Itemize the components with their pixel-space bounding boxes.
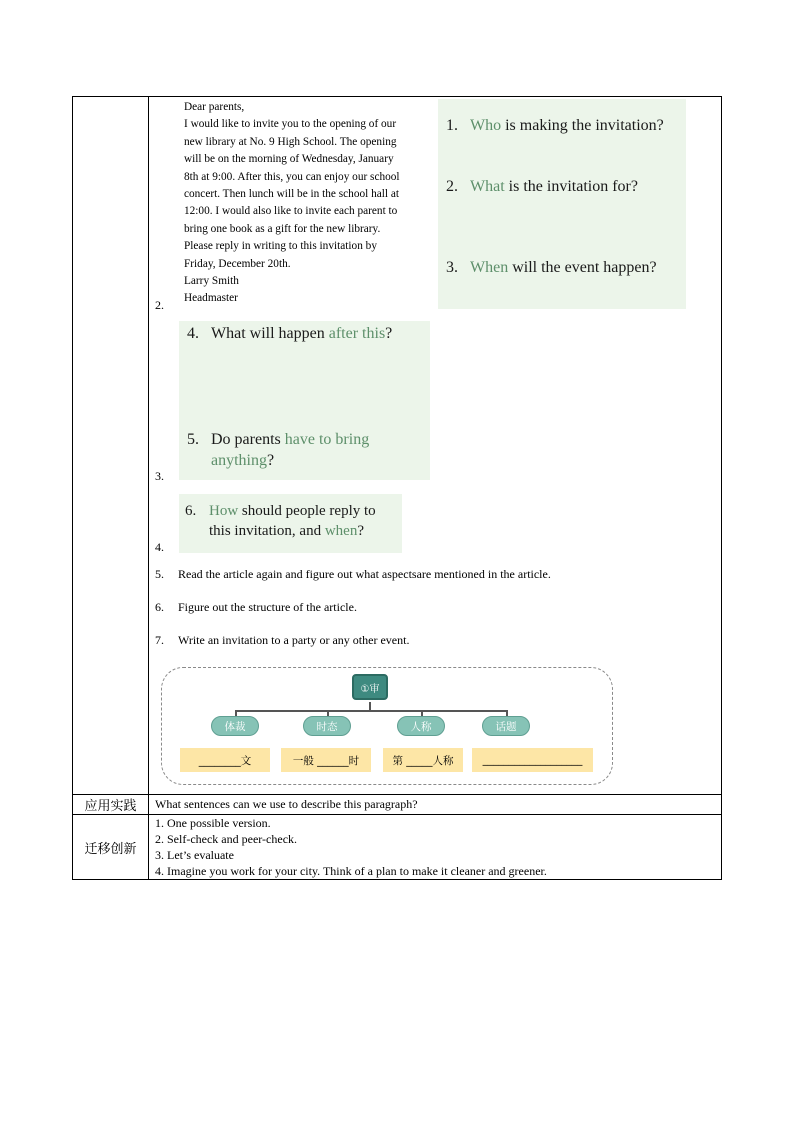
step-number: 7. (155, 633, 164, 647)
diagram-blank-genre: ________文 (180, 748, 270, 772)
list-item: 3. Let’s evaluate (155, 848, 234, 862)
step-6 (155, 600, 357, 615)
question-6 (185, 501, 376, 541)
row-label-empty (73, 97, 149, 794)
question-text: ? (357, 523, 364, 539)
diagram-pill-genre: 体裁 (211, 716, 259, 736)
letter-line: new library at No. 9 High School. The opening (184, 135, 397, 148)
list-item: 2. Self-check and peer-check. (155, 832, 298, 846)
invitation-letter (184, 99, 400, 308)
question-keyword: When (470, 259, 509, 276)
question-keyword: How (209, 503, 239, 519)
connector-line (369, 702, 371, 710)
marker-2: 2. (155, 298, 164, 312)
step-text: Write an invitation to a party or any other event. (178, 633, 410, 647)
question-text: ? (267, 452, 275, 469)
letter-line: will be on the morning of Wednesday, January (184, 153, 394, 166)
diagram-pill-person: 人称 (397, 716, 445, 736)
list-item: 1. One possible version. (155, 816, 271, 830)
step-text: Figure out the structure of the article. (178, 600, 357, 614)
letter-line: 12:00. I would also like to invite each parent to (184, 205, 398, 218)
diagram-hub: ①审 (352, 674, 388, 700)
table-row-apply (73, 794, 721, 814)
question-text: is the invitation for? (504, 178, 638, 195)
questions-box-1 (438, 99, 686, 309)
transfer-list (155, 815, 547, 879)
table-row-transfer (73, 814, 721, 879)
transfer-label: 迁移创新 (73, 815, 149, 879)
questions-box-3 (179, 494, 402, 553)
question-text: Do parents (211, 431, 285, 448)
questions-box-2 (179, 321, 430, 480)
question-3 (446, 257, 657, 278)
letter-line: Dear parents, (184, 101, 245, 113)
diagram-pill-tense: 时态 (303, 716, 351, 736)
marker-3: 3. (155, 469, 164, 483)
question-number: 3. (446, 259, 458, 276)
question-keyword: when (324, 523, 358, 539)
step-5 (155, 567, 551, 582)
diagram-blank-person: 第 _____人称 (383, 748, 463, 772)
letter-line: Larry Smith (184, 275, 239, 288)
letter-line: Please reply in writing to this invitation by (184, 240, 377, 253)
diagram-pill-topic: 话题 (482, 716, 530, 736)
question-1 (446, 115, 664, 136)
letter-line: concert. Then lunch will be in the school hall at (184, 188, 399, 201)
apply-text: What sentences can we use to describe this paragraph? (155, 797, 418, 811)
question-text: What will happen (211, 325, 329, 342)
question-text: will the event happen? (508, 259, 657, 276)
letter-line: 8th at 9:00. After this, you can enjoy our school (184, 170, 400, 183)
marker-4: 4. (155, 540, 164, 554)
connector-line (235, 710, 507, 712)
question-text: ? (385, 325, 393, 342)
question-keyword: Who (470, 117, 502, 134)
step-number: 6. (155, 600, 164, 614)
letter-line: I would like to invite you to the opening of our (184, 118, 397, 131)
question-text: should people reply to (238, 503, 376, 519)
list-item: 4. Imagine you work for your city. Think of a plan to make it cleaner and greener. (155, 864, 547, 878)
diagram-blank-topic: ___________________ (472, 748, 593, 772)
step-text: Read the article again and figure out what aspectsare mentioned in the article. (178, 567, 551, 581)
apply-label: 应用实践 (73, 795, 149, 814)
step-7 (155, 633, 409, 648)
question-keyword: after this (328, 325, 386, 342)
question-number: 4. (187, 325, 199, 342)
table-row-main (73, 97, 721, 794)
question-5 (187, 429, 369, 471)
question-keyword: have to bring (284, 431, 370, 448)
question-keyword: anything (211, 452, 267, 469)
question-2 (446, 176, 638, 197)
question-number: 6. (185, 503, 197, 519)
question-number: 2. (446, 178, 458, 195)
question-text: is making the invitation? (501, 117, 664, 134)
letter-line: Friday, December 20th. (184, 257, 291, 270)
question-number: 5. (187, 431, 199, 448)
letter-line: bring one book as a gift for the new library. (184, 222, 381, 235)
structure-diagram (161, 667, 613, 785)
question-4 (187, 323, 392, 344)
question-number: 1. (446, 117, 458, 134)
question-keyword: What (470, 178, 505, 195)
diagram-blank-tense: 一般 ______时 (281, 748, 371, 772)
lesson-table (72, 96, 722, 880)
letter-line: Headmaster (184, 292, 238, 305)
question-text: this invitation, and (209, 523, 325, 539)
step-number: 5. (155, 567, 164, 581)
